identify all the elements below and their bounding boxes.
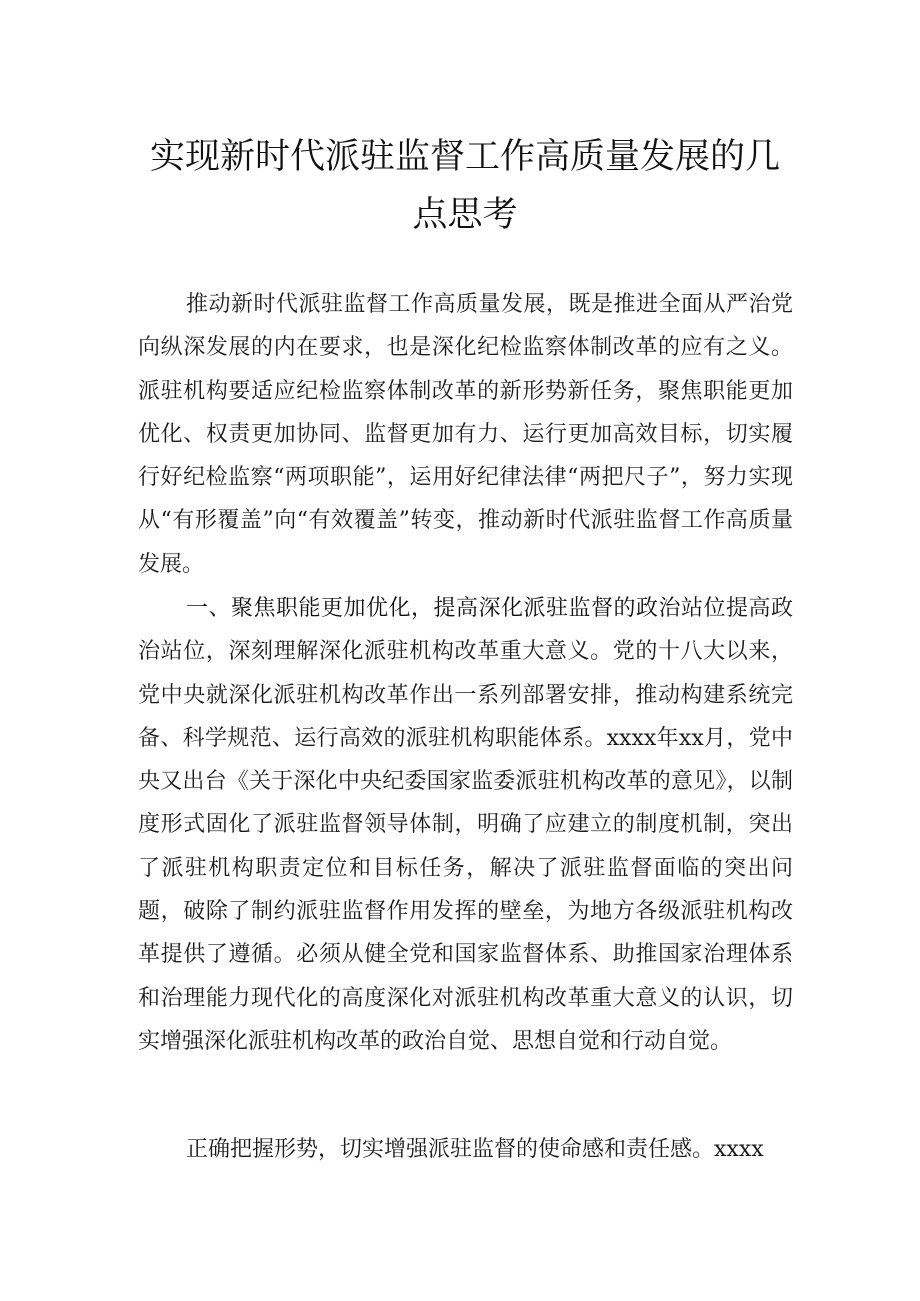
document-title: 实现新时代派驻监督工作高质量发展的几点思考 <box>149 137 780 235</box>
paragraph-situation <box>138 1128 793 1171</box>
paragraph-intro-text: 推动新时代派驻监督工作高质量发展，既是推进全面从严治党向纵深发展的内在要求，也是深化纪检监察体制改革的应有之义。派驻机构要适应纪检监察体制改革的新形势新任务，聚焦职能更加优化、权责更加协同、监督更加有力、运行更加高效目标，切实履行好纪检监察“两项职能”，运用好纪律法律“两把尺子”，努力实现从“有形覆盖”向“有效覆盖”转变，推动新时代派驻监督工作高质量发展。 <box>138 292 793 577</box>
paragraph-situation-text: 正确把握形势，切实增强派驻监督的使命感和责任感。xxxx <box>186 1137 764 1162</box>
section-one-heading: 一、聚焦职能更加优化，提高深化派驻监督的政治站位 <box>186 596 726 621</box>
paragraph-intro <box>138 283 793 586</box>
section-one-text: 提高政治站位，深刻理解深化派驻机构改革重大意义。党的十八大以来，党中央就深化派驻机构改革作出一系列部署安排，推动构建系统完备、科学规范、运行高效的派驻机构职能体系。xxxx年xx月，党中央又出台《关于深化中央纪委国家监委派驻机构改革的意见》，以制度形式固化了派驻监督领导体制，明确了应建立的制度机制，突出了派驻机构职责定位和目标任务，解决了派驻监督面临的突出问题，破除了制约派驻监督作用发挥的壁垒，为地方各级派驻机构改革提供了遵循。必须从健全党和国家监督体系、助推国家治理体系和治理能力现代化的高度深化对派驻机构改革重大意义的认识，切实增强深化派驻机构改革的政治自觉、思想自觉和行动自觉。 <box>138 596 793 1054</box>
paragraph-section-one <box>138 587 793 1063</box>
